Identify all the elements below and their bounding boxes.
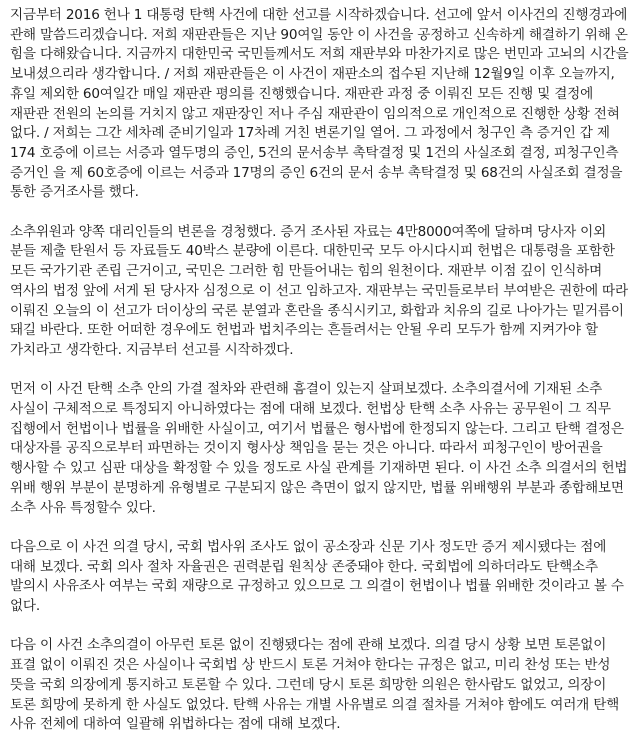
paragraph-debate: 다음 이 사건 소추의결이 아무런 토론 없이 진행됐다는 점에 관해 보겠다. 의결 당시 상황 보면 토론없이 표결 없이 이뤄진 것은 사실이나 국회법 상 반드시 토론 거쳐야 한다는 규정은 없고, 미리 찬성 또는 반성 뜻을 국회 의장에게 통지하고 토론할 수 있다. 그런데 당시 토론 희망한 의원은 한사람도 없었고, 의장이 토론 희망에 못하게 한 사실도 없었다. 탄핵 사유는 개별 사유별로 의결 절차를 거쳐야 함에도 여러개 탄핵 사유 전체에 대하여 일괄해 위법하다는 점에 대해 보겠다. (10, 637, 620, 733)
paragraph-investigation: 다음으로 이 사건 의결 당시, 국회 법사위 조사도 없이 공소장과 신문 기사 정도만 증거 제시됐다는 점에 대해 보겠다. 국회 의사 절차 자율권은 권력분립 원칙상 존중돼야 한다. 국회법에 의하더라도 탄핵소추 발의시 사유조사 여부는 국회 재량으로 규정하고 있으므로 그 의결이 헌법이나 법률 위배한 것이라고 볼 수 없다. (10, 538, 624, 615)
paragraph-procedure: 먼저 이 사건 탄핵 소추 안의 가결 절차와 관련해 흠결이 있는지 살펴보겠다. 소추의결서에 기재된 소추 사실이 구체적으로 특정되지 아니하였다는 점에 대해 보겠다. 헌법상 탄핵 소추 사유는 공무원이 그 직무 집행에서 헌법이나 법률을 위배한 사실이고, 여기서 법률은 형사법에 한정되지 않는다. 그리고 탄핵 결정은 대상자를 공직으로부터 파면하는 것이지 형사상 책임을 묻는 것은 아니다. 따라서 피청구인이 방어권을 행사할 수 있고 심판 대상을 확정할 수 있을 정도로 사실 관계를 기재하면 된다. 이 사건 소추 의결서의 헌법 위배 행위 부분이 분명하게 유형별로 구분되지 않은 측면이 없지 않지만, 법률 위배행위 부분과 종합해보면 소추 사유 특정할수 있다. (10, 381, 628, 516)
paragraph-intro: 지금부터 2016 헌나 1 대통령 탄핵 사건에 대한 선고를 시작하겠습니다. 선고에 앞서 이사건의 진행경과에 관해 말씀드리겠습니다. 저희 재판관들은 지난 90여일 동안 이 사건을 공정하고 신속하게 해결하기 위해 온 힘을 다해왔습니다. 지금까지 대한민국 국민들께서도 저희 재판부와 마찬가지로 많은 번민과 고뇌의 시간을 보내셨으리라 생각합니다. / 저희 재판관들은 이 사건이 재판소의 접수된 지난해 12월9일 이후 오늘까지, 휴일 제외한 60여일간 매일 재판관 평의를 진행했습니다. 재판관 과정 중 이뤄진 모든 진행 및 결정에 재판관 전원의 논의를 거치지 않고 재판장인 저나 주심 재판관이 임의적으로 개인적으로 진행한 상황 전혀 없다. / 저희는 그간 세차례 준비기일과 17차례 거친 변론기일 열어. 그 과정에서 청구인 측 증거인 갑 제 174 호증에 이르는 서증과 열두명의 증인, 5건의 문서송부 촉탁결정 및 1건의 사실조회 결정, 피청구인측 증거인 을 제 60호증에 이르는 서증과 17명의 증인 6건의 문서 송부 촉탁결정 및 68건의 사실조회 결정을 통한 증거조사를 했다. (10, 7, 629, 201)
paragraph-evidence: 소추위원과 양쪽 대리인들의 변론을 경청했다. 증거 조사된 자료는 4만8000여쪽에 달하며 당사자 이외 분들 제출 탄원서 등 자료들도 40박스 분량에 이른다. 대한민국 모두 아시다시피 헌법은 대통령을 포함한 모든 국가기관 존립 근거이고, 국민은 그러한 힘 만들어내는 힘의 원천이다. 재판부 이점 깊이 인식하며 역사의 법정 앞에 서게 된 당사자 심정으로 이 선고 임하고자. 재판부는 국민들로부터 부여받은 권한에 따라 이뤄진 오늘의 이 선고가 더이상의 국론 분열과 혼란을 종식시키고, 화합과 치유의 길로 나아가는 밑거름이 돼길 바란다. 또한 어떠한 경우에도 헌법과 법치주의는 흔들려서는 안될 우리 모두가 함께 지켜가야 할 가치라고 생각한다. 지금부터 선고를 시작하겠다. (10, 223, 628, 358)
